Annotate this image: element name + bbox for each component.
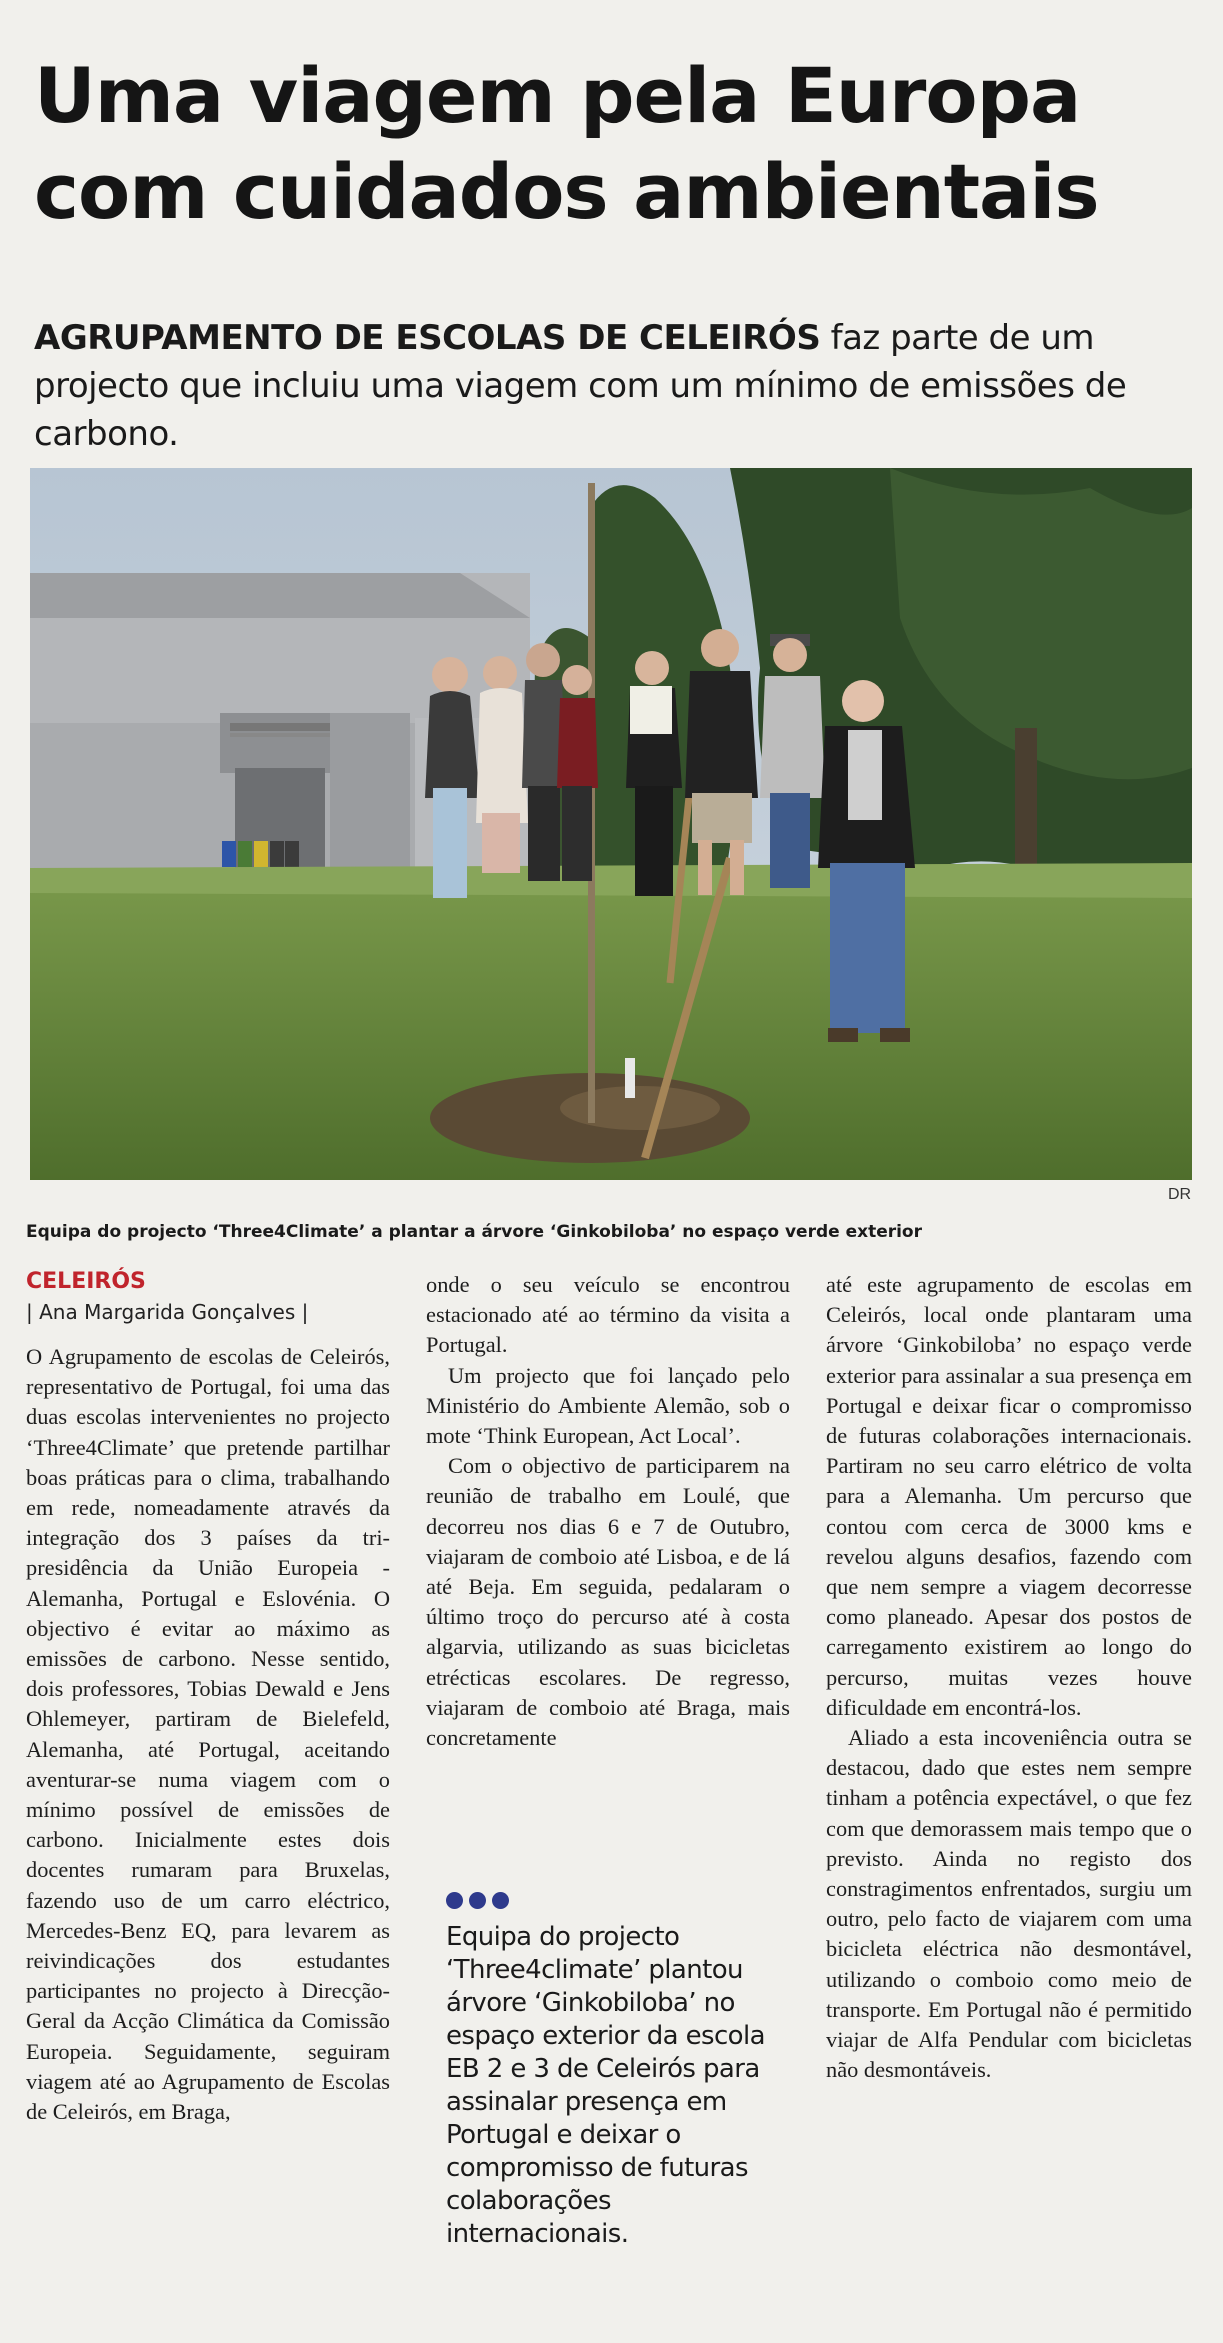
body-paragraph: onde o seu veículo se encontrou estacionado até ao término da visita a Portugal. xyxy=(426,1272,790,1358)
byline-place: CELEIRÓS xyxy=(26,1269,146,1294)
headline: Uma viagem pela Europa com cuidados ambientais xyxy=(34,51,1099,236)
body-paragraph: O Agrupamento de escolas de Celeirós, representativo de Portugal, foi uma das duas escolas intervenientes no projecto ‘Three4Climate’ que pretende partilhar boas práticas para o clima, trabalhando em rede, nomeadamente através da integração dos 3 países da tri-presidência da União Europeia - Alemanha, Portugal e Eslovénia. O objectivo é evitar ao máximo as emissões de carbono. Nesse sentido, dois professores, Tobias Dewald e Jens Ohlemeyer, partiram de Bielefeld, Alemanha, até Portugal, aceitando aventurar-se numa viagem com o mínimo possível de emissões de carbono. Inicialmente estes dois docentes rumaram para Bruxelas, fazendo uso de um carro eléctrico, Mercedes-Benz EQ, para levarem as reivindicações dos estudantes participantes no projecto à Direcção-Geral da Acção Climática da Comissão Europeia. Seguidamente, seguiram viagem até ao Agrupamento de Escolas de Celeirós, em Braga, xyxy=(26,1344,390,2125)
pull-quote-dots xyxy=(446,1892,792,1909)
photo-credit: DR xyxy=(1168,1186,1192,1203)
lead-paragraph xyxy=(34,314,1194,458)
photo-caption: Equipa do projecto ‘Three4Climate’ a plantar a árvore ‘Ginkobiloba’ no espaço verde exterior xyxy=(26,1222,922,1242)
article-column-2 xyxy=(426,1270,790,1753)
article-column-3 xyxy=(826,1270,1192,2085)
body-paragraph: Um projecto que foi lançado pelo Ministério do Ambiente Alemão, sob o mote ‘Think European, Act Local’. xyxy=(426,1362,790,1449)
bullet-dot-icon xyxy=(446,1892,463,1909)
article-column-1 xyxy=(26,1268,390,2127)
bullet-dot-icon xyxy=(469,1892,486,1909)
body-paragraph: até este agrupamento de escolas em Celeirós, local onde plantaram uma árvore ‘Ginkobiloba’ no espaço verde exterior para assinalar a sua presença em Portugal e deixar ficar o compromisso de futuras colaborações internacionais. Partiram no seu carro elétrico de volta para a Alemanha. Um percurso que contou com cerca de 3000 kms e revelou alguns desafios, fazendo com que nem sempre a viagem decorresse como planeado. Apesar dos postos de carregamento existirem ao longo do percurso, muitas vezes houve dificuldade em encontrá-los. xyxy=(826,1272,1192,1720)
bullet-dot-icon xyxy=(492,1892,509,1909)
pull-quote xyxy=(446,1892,792,2251)
body-paragraph: Com o objectivo de participarem na reunião de trabalho em Loulé, que decorreu nos dias 6 e 7 de Outubro, viajaram de comboio até Lisboa, e de lá até Beja. Em seguida, pedalaram o último troço do percurso até à costa algarvia, utilizando as suas bicicletas etrécticas escolares. De regresso, viajaram de comboio até Braga, mais concretamente xyxy=(426,1453,790,1751)
body-paragraph: Aliado a esta incoveniência outra se destacou, dado que estes nem sempre tinham a potência expectável, o que fez com que demorassem mais tempo que o previsto. Ainda no registo dos constragimentos enfrentados, surgiu um outro, pelo facto de viajarem com uma bicicleta eléctrica não desmontável, utilizando o comboio como meio de transporte. Em Portugal não é permitido viajar de Alfa Pendular com bicicletas não desmontáveis. xyxy=(826,1725,1192,2083)
lead-kicker: AGRUPAMENTO DE ESCOLAS DE CELEIRÓS xyxy=(34,318,821,358)
pull-quote-text: Equipa do projecto ‘Three4climate’ plantou árvore ‘Ginkobiloba’ no espaço exterior da escola EB 2 e 3 de Celeirós para assinalar presença em Portugal e deixar o compromisso de futuras colaborações internacionais. xyxy=(446,1922,765,2249)
lead-text: faz parte de um projecto que incluiu uma viagem com um mínimo de emissões de carbono. xyxy=(34,318,1127,454)
article-photo xyxy=(30,468,1192,1180)
photo-illustration xyxy=(30,468,1192,1180)
byline-author: | Ana Margarida Gonçalves | xyxy=(26,1300,309,1324)
